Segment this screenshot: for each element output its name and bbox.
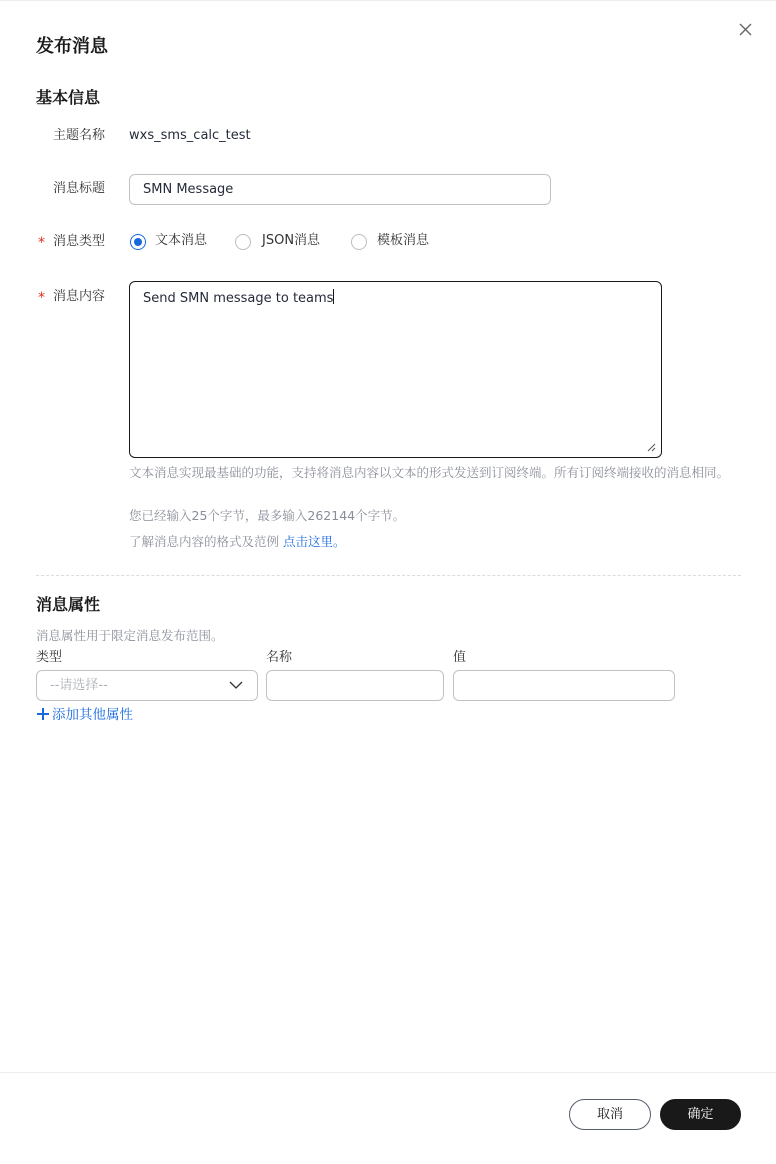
cancel-button[interactable]: 取消 xyxy=(569,1099,651,1130)
add-attribute-button[interactable] xyxy=(37,705,133,725)
chevron-down-icon xyxy=(229,680,243,690)
format-help-text xyxy=(129,533,346,550)
basic-info-section-title: 基本信息 xyxy=(36,88,101,107)
top-border xyxy=(0,0,776,1)
text-caret xyxy=(333,289,334,304)
radio-text-message-label[interactable]: 文本消息 xyxy=(155,233,208,248)
footer-divider xyxy=(0,1072,776,1073)
close-icon[interactable] xyxy=(736,20,756,40)
radio-json-message-label[interactable]: JSON消息 xyxy=(262,233,321,248)
format-help-prefix: 了解消息内容的格式及范例 xyxy=(129,534,283,549)
radio-template-message[interactable] xyxy=(351,234,367,250)
message-attributes-description: 消息属性用于限定消息发布范围。 xyxy=(36,628,224,643)
topic-name-label: 主题名称 xyxy=(53,128,106,143)
attr-value-input[interactable] xyxy=(453,670,675,701)
message-attributes-section-title: 消息属性 xyxy=(36,595,101,614)
topic-name-value: wxs_sms_calc_test xyxy=(129,128,251,143)
byte-count-text: 您已经输入25个字节，最多输入262144个字节。 xyxy=(129,508,406,523)
click-here-link[interactable]: 点击这里。 xyxy=(282,534,346,549)
required-mark: * xyxy=(38,290,45,306)
section-divider xyxy=(36,575,741,576)
attr-type-column-label: 类型 xyxy=(36,650,63,665)
content-help-text: 文本消息实现最基础的功能，支持将消息内容以文本的形式发送到订阅终端。所有订阅终端接收的消息相同。 xyxy=(129,465,730,480)
message-title-label: 消息标题 xyxy=(53,181,106,196)
resize-handle-icon[interactable] xyxy=(646,442,656,452)
attr-name-column-label: 名称 xyxy=(266,650,293,665)
plus-icon xyxy=(37,708,49,720)
attr-value-column-label: 值 xyxy=(453,650,467,665)
attr-type-select-placeholder: --请选择-- xyxy=(50,678,108,693)
message-content-textarea[interactable] xyxy=(129,281,662,458)
radio-template-message-label[interactable]: 模板消息 xyxy=(377,233,430,248)
radio-text-message[interactable] xyxy=(130,234,146,250)
dialog-title: 发布消息 xyxy=(36,36,108,57)
message-title-input-value: SMN Message xyxy=(143,182,234,197)
radio-json-message[interactable] xyxy=(235,234,251,250)
message-title-input[interactable] xyxy=(129,174,551,205)
message-type-label: 消息类型 xyxy=(53,234,106,249)
attr-name-input[interactable] xyxy=(266,670,444,701)
required-mark: * xyxy=(38,235,45,251)
confirm-button[interactable]: 确定 xyxy=(660,1099,741,1130)
add-attribute-label: 添加其他属性 xyxy=(52,707,133,723)
attr-type-select[interactable] xyxy=(36,670,258,701)
message-content-text: Send SMN message to teams xyxy=(143,291,334,306)
message-content-label: 消息内容 xyxy=(53,289,106,304)
